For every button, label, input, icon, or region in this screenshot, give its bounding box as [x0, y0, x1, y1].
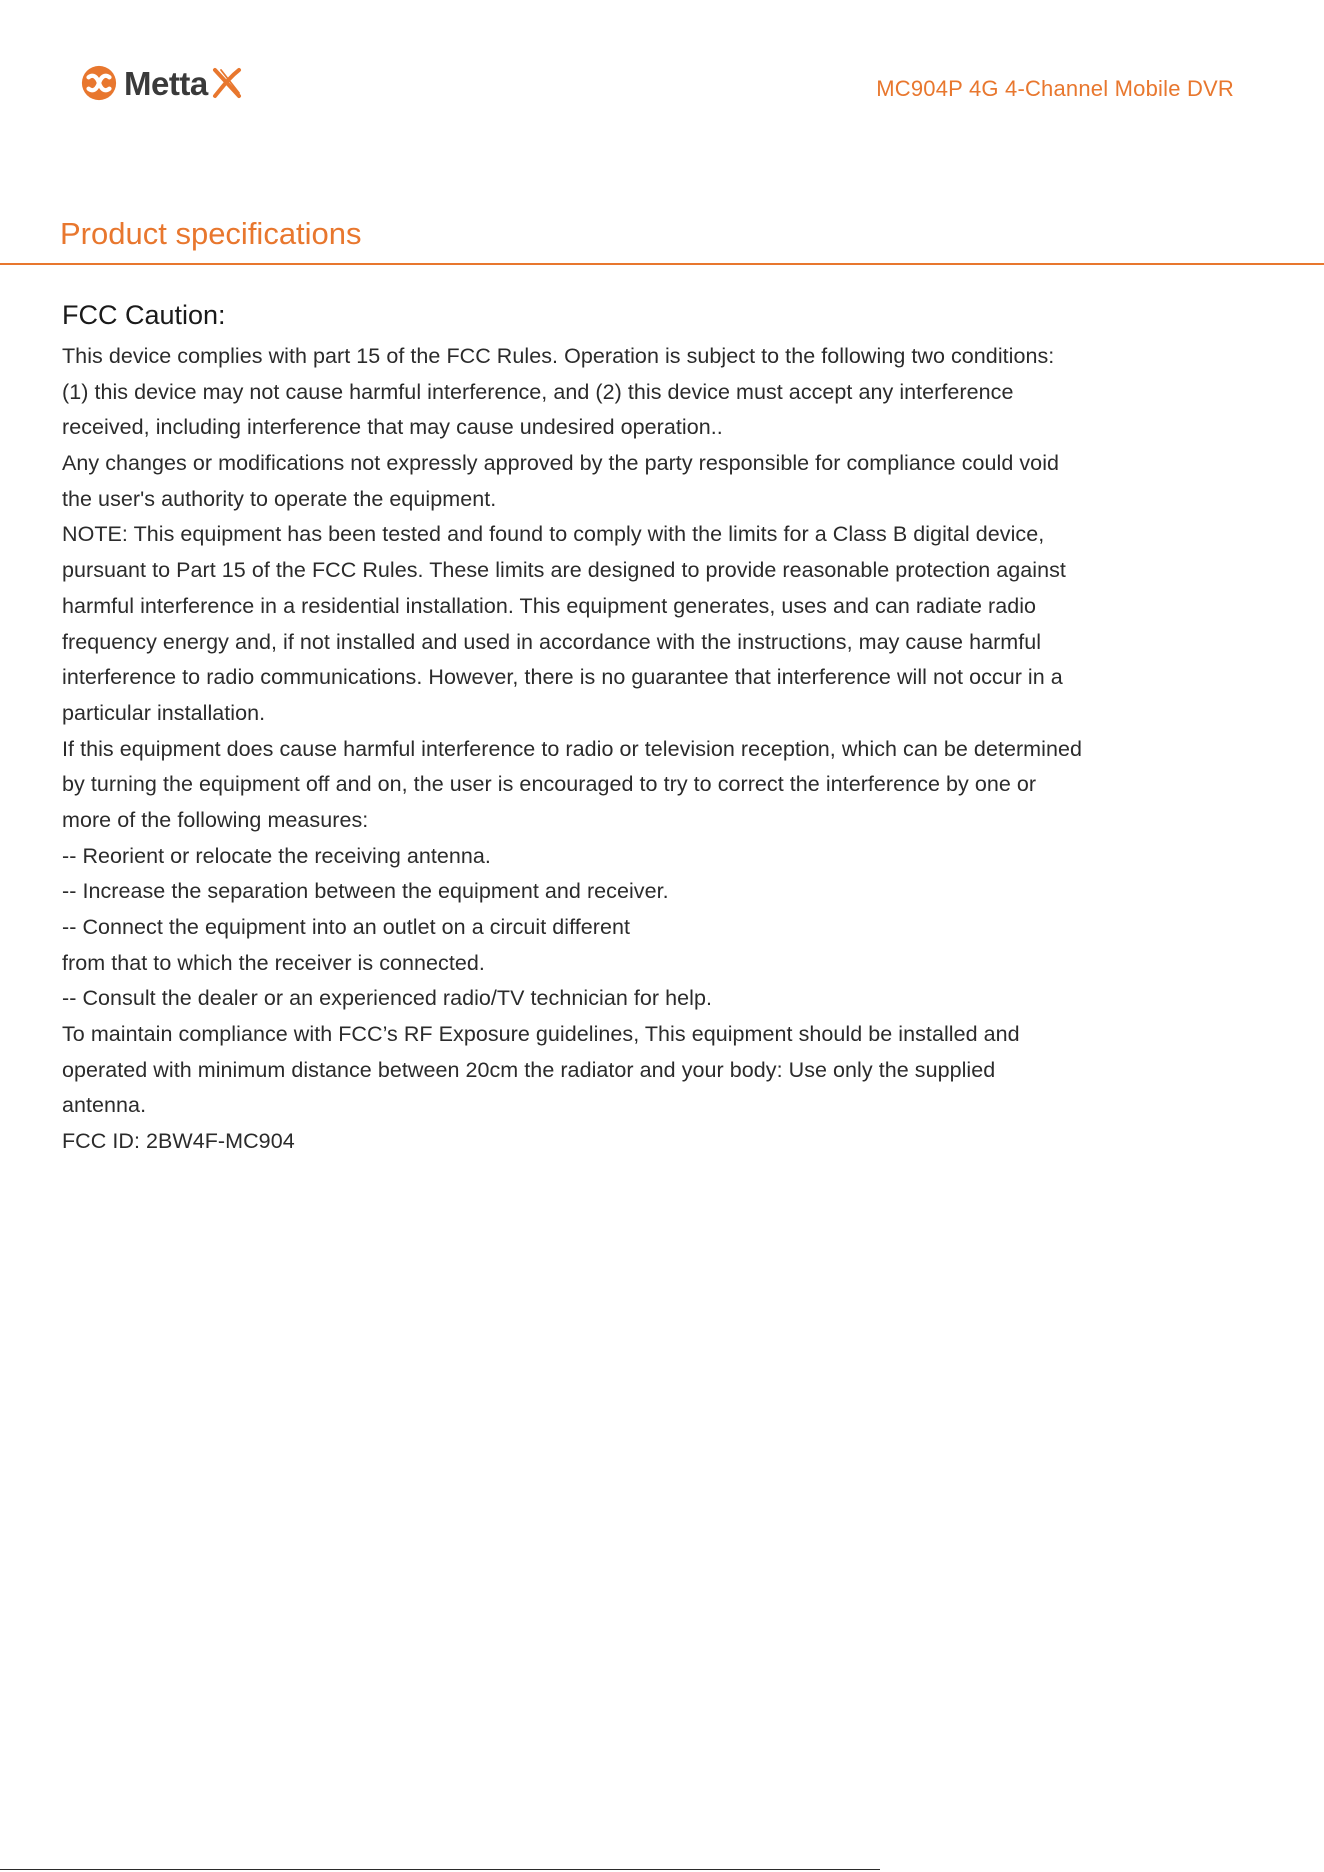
fcc-content	[62, 302, 1282, 1160]
fcc-heading: FCC Caution:	[62, 300, 226, 330]
fcc-text	[62, 339, 1282, 1160]
logo-wordmark: Metta	[124, 64, 208, 102]
text-line: -- Reorient or relocate the receiving antenna.	[62, 843, 491, 868]
mettax-logo-icon	[80, 64, 118, 102]
text-line: received, including interference that may cause undesired operation..	[62, 415, 723, 440]
text-line: pursuant to Part 15 of the FCC Rules. These limits are designed to provide reasonable protection against	[62, 558, 1066, 583]
text-line: Any changes or modifications not expressly approved by the party responsible for compliance could void	[62, 451, 1060, 476]
section-title: Product specifications	[60, 216, 362, 251]
header-product-name: MC904P 4G 4-Channel Mobile DVR	[876, 76, 1234, 101]
section-divider	[0, 263, 1324, 265]
text-line: frequency energy and, if not installed and used in accordance with the instructions, may cause harmful	[62, 629, 1042, 654]
text-line: the user's authority to operate the equipment.	[62, 486, 497, 511]
text-line: from that to which the receiver is connected.	[62, 950, 485, 975]
mettax-x-glyph-icon	[212, 67, 242, 99]
text-line: -- Connect the equipment into an outlet on a circuit different	[62, 915, 631, 939]
text-line: NOTE: This equipment has been tested and found to comply with the limits for a Class B digital device,	[62, 522, 1045, 547]
text-line: harmful interference in a residential installation. This equipment generates, uses and can radiate radio	[62, 593, 1037, 618]
text-line: (1) this device may not cause harmful interference, and (2) this device must accept any interference	[62, 379, 1014, 404]
text-line: more of the following measures:	[62, 807, 369, 832]
text-line: If this equipment does cause harmful interference to radio or television reception, which can be determined	[62, 736, 1082, 761]
footer-divider	[0, 1869, 880, 1870]
fcc-id: FCC ID: 2BW4F-MC904	[62, 1129, 295, 1154]
text-line: by turning the equipment off and on, the user is encouraged to try to correct the interference by one or	[62, 772, 1037, 797]
text-line: To maintain compliance with FCC’s RF Exposure guidelines, This equipment should be installed and	[62, 1022, 1020, 1047]
text-line: -- Consult the dealer or an experienced radio/TV technician for help.	[62, 986, 713, 1011]
text-line: operated with minimum distance between 20cm the radiator and your body: Use only the supplied	[62, 1057, 996, 1082]
text-line: particular installation.	[62, 700, 266, 725]
text-line: This device complies with part 15 of the FCC Rules. Operation is subject to the following two conditions:	[62, 344, 1055, 368]
brand-logo	[80, 64, 242, 102]
text-line: interference to radio communications. However, there is no guarantee that interference will not occur in a	[62, 665, 1063, 690]
text-line: antenna.	[62, 1093, 147, 1118]
text-line: -- Increase the separation between the equipment and receiver.	[62, 879, 669, 904]
